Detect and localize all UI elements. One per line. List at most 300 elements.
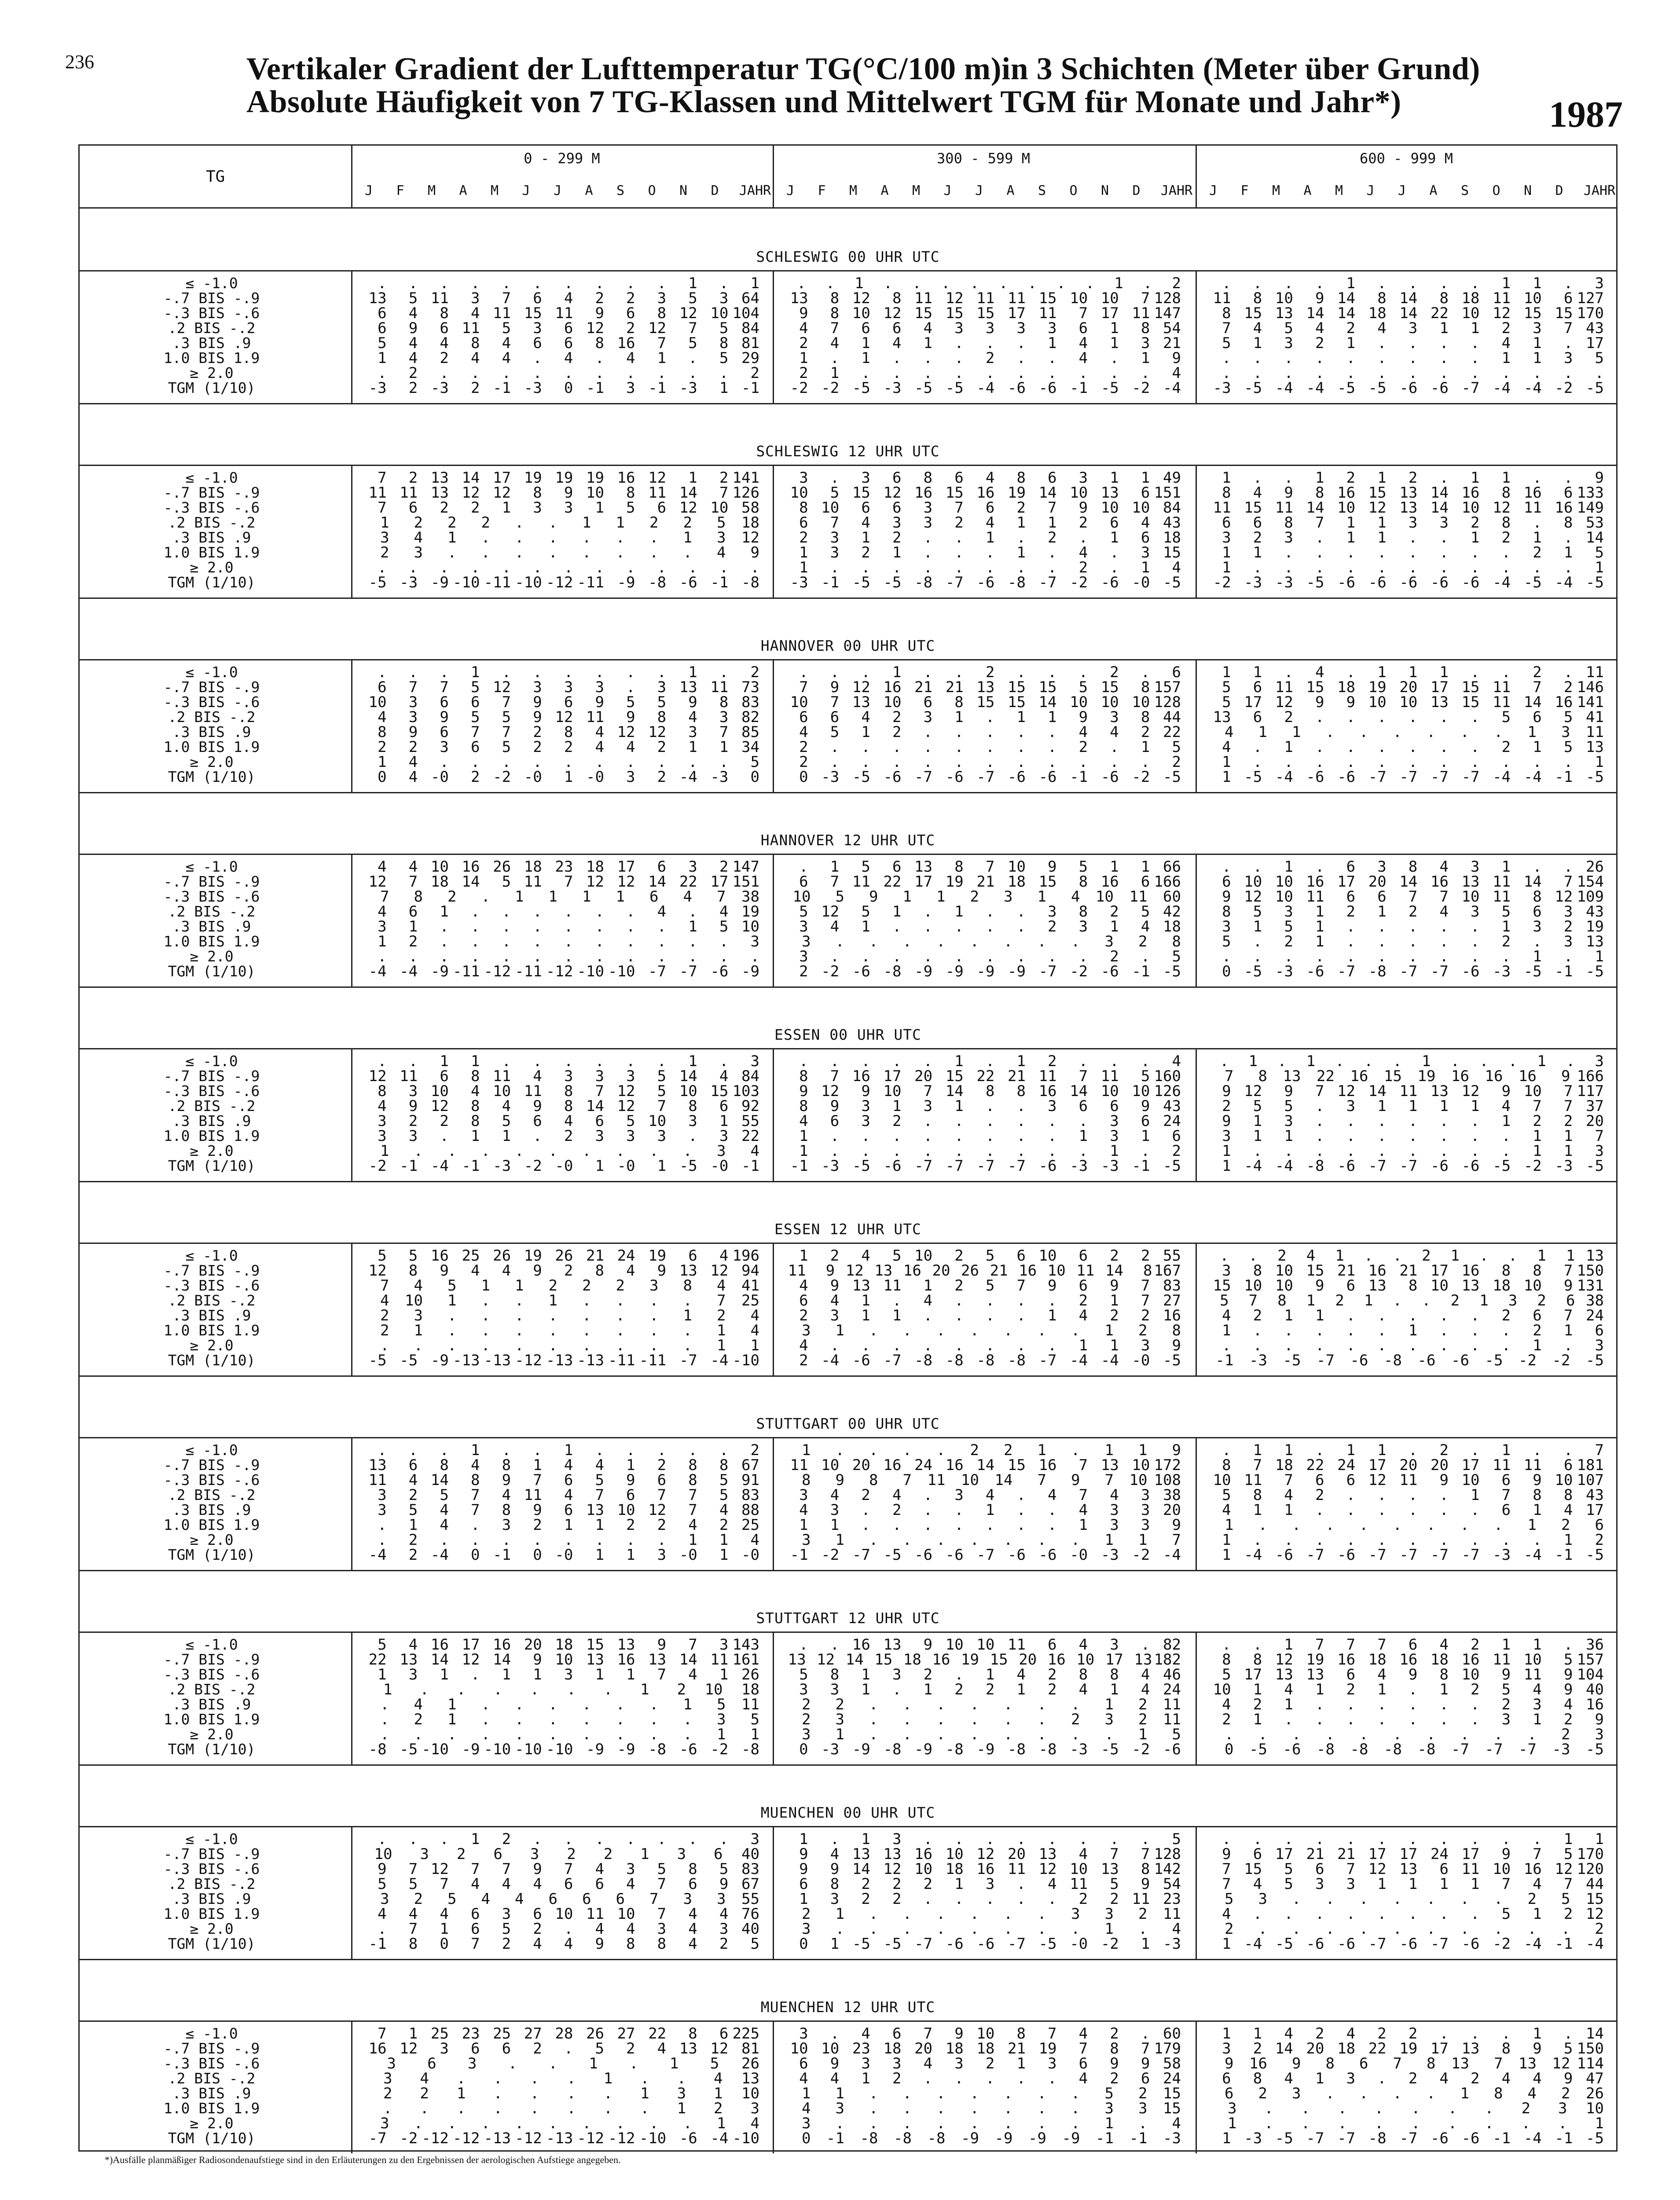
table-cell: . [422, 2115, 457, 2132]
table-cell: 4 [662, 1516, 697, 1534]
table-cell: 13 [1382, 1860, 1417, 1878]
table-cell: -1 [476, 1546, 511, 1564]
table-cell: 13 [1501, 2055, 1537, 2072]
table-cell: . [600, 1052, 635, 1070]
table-cell: . [990, 1112, 1026, 1130]
table-cell: 3 [352, 918, 387, 935]
table-cell: . [1445, 1127, 1480, 1145]
table-cell: . [1289, 708, 1324, 726]
table-cell: 20 [990, 1845, 1026, 1863]
table-cell: . [1382, 1696, 1417, 1713]
table-cell: 7 [624, 1890, 659, 1908]
table-cell: 15 [1227, 304, 1262, 322]
table-cell: 2 [382, 1486, 418, 1504]
table-cell: 8 [662, 1471, 697, 1489]
table-cell: . [569, 1441, 604, 1459]
table-cell: . [990, 1890, 1026, 1908]
table-cell: 1 [835, 1292, 870, 1309]
table-cell: . [1351, 1696, 1387, 1713]
table-cell: 10 [835, 304, 870, 322]
table-cell: . [1115, 1142, 1150, 1160]
table-cell: 25 [476, 2025, 511, 2042]
table-cell: . [1382, 1127, 1417, 1145]
table-cell: 1 [1084, 529, 1119, 546]
table-cell: 2 [414, 349, 449, 367]
table-cell: 7 [1227, 1456, 1262, 1474]
table-cell: 1 [1196, 664, 1231, 681]
table-cell: 1 [1413, 1097, 1449, 1115]
table-cell: -9 [1045, 2130, 1080, 2147]
table-cell: 15 [928, 304, 964, 322]
table-cell: . [600, 1531, 635, 1549]
table-cell: 22 [1413, 304, 1449, 322]
table-cell: 12 [1537, 888, 1573, 906]
table-cell: . [1445, 918, 1480, 935]
table-cell: 11 [1146, 1696, 1181, 1713]
table-cell: . [430, 2070, 466, 2087]
table-cell: 15 [857, 1651, 892, 1668]
table-cell: 6 [538, 334, 573, 352]
table-cell: 1 [631, 349, 666, 367]
table-cell: 2 [444, 768, 480, 786]
table-cell: -6 [662, 1741, 697, 1758]
table-cell: . [1475, 664, 1511, 681]
table-cell: 3 [1084, 1636, 1119, 1654]
table-cell: 13 [662, 678, 697, 696]
table-cell: . [843, 2115, 878, 2132]
table-cell: 18 [1475, 1277, 1511, 1294]
table-cell: 1 [928, 1097, 964, 1115]
table-cell: 3 [724, 1830, 759, 1848]
table-cell: . [1045, 1441, 1080, 1459]
table-cell: 1 [1434, 2085, 1469, 2102]
table-cell: . [1413, 349, 1449, 367]
table-cell: . [1382, 559, 1417, 576]
table-cell: 3 [1115, 334, 1150, 352]
table-cell: 16 [1022, 1082, 1057, 1100]
table-cell: 8 [414, 1456, 449, 1474]
table-cell: 1 [1537, 1830, 1573, 1848]
table-cell: 2 [476, 1935, 511, 1953]
table-cell: 1 [1424, 1247, 1460, 1265]
table-cell: -8 [1289, 1157, 1324, 1175]
table-cell: 3 [1258, 529, 1293, 546]
table-cell: 6 [444, 1920, 480, 1938]
table-cell: 18 [1413, 1651, 1449, 1668]
table-cell: 19 [1382, 2040, 1417, 2057]
table-cell: 1 [614, 2085, 649, 2102]
table-cell: 4 [1413, 903, 1449, 920]
table-cell: 9 [662, 693, 697, 711]
table-cell: . [538, 1830, 573, 1848]
row-label: TGM (1/10) [80, 1741, 344, 1758]
table-cell: . [476, 275, 511, 292]
table-cell: 2 [444, 379, 480, 397]
table-cell: 1 [1511, 1247, 1546, 1265]
table-cell: 22 [1351, 2040, 1387, 2057]
table-cell: . [1333, 1726, 1368, 1743]
table-cell: 1 [804, 1516, 839, 1534]
table-cell: -2 [1115, 1546, 1150, 1564]
table-cell: . [809, 1920, 844, 1938]
table-cell: . [577, 2100, 613, 2117]
table-cell: 8 [538, 1082, 573, 1100]
table-cell: -0 [1115, 1352, 1150, 1369]
table-cell: 26 [944, 1262, 979, 1280]
table-cell: -7 [866, 1352, 901, 1369]
table-cell: -6 [1289, 768, 1324, 786]
table-cell: 12 [1569, 1905, 1604, 1923]
table-cell: . [476, 1441, 511, 1459]
table-cell: -1 [773, 1546, 808, 1564]
table-cell: 1 [829, 275, 864, 292]
table-cell: . [773, 1052, 808, 1070]
table-cell: 3 [600, 1067, 635, 1085]
table-cell: . [1495, 2115, 1530, 2132]
table-cell: 12 [866, 1860, 901, 1878]
table-cell: 1 [1196, 753, 1231, 771]
table-cell: -7 [1382, 2130, 1417, 2147]
table-cell: . [1434, 1890, 1469, 1908]
table-cell: 9 [1115, 1097, 1150, 1115]
table-cell: 12 [835, 290, 870, 307]
table-cell: 17 [693, 873, 728, 891]
table-cell: 3 [1112, 2100, 1148, 2117]
table-cell: . [1289, 544, 1324, 561]
table-cell: . [910, 2100, 946, 2117]
table-cell: 13 [1196, 708, 1231, 726]
table-cell: -7 [1445, 1546, 1480, 1564]
table-cell: 7 [1289, 1636, 1324, 1654]
table-cell: . [631, 664, 666, 681]
row-label: 1.0 BIS 1.9 [80, 544, 344, 561]
table-cell: . [590, 1711, 625, 1728]
table-cell: 1 [352, 933, 387, 950]
table-cell: -5 [352, 1352, 387, 1369]
table-cell: 108 [1146, 1471, 1181, 1489]
table-cell: 5 [444, 678, 480, 696]
table-cell: 6 [1507, 708, 1542, 726]
table-cell: 2 [600, 2040, 635, 2057]
row-label: -.7 BIS -.9 [80, 1456, 344, 1474]
table-cell: 1 [538, 1441, 573, 1459]
table-cell: 6 [538, 319, 573, 337]
table-cell: 5 [1535, 1890, 1570, 1908]
table-cell: . [1275, 2115, 1310, 2132]
layer-title: 300 - 599 M [773, 150, 1194, 167]
table-cell: 2 [354, 544, 389, 561]
table-cell: 1 [1011, 888, 1046, 906]
section-header-divider [80, 1243, 1616, 1244]
table-cell: 5 [1258, 918, 1293, 935]
table-cell: . [504, 1681, 539, 1698]
table-cell: -6 [1258, 1546, 1293, 1564]
table-cell: 2 [1258, 933, 1293, 950]
table-cell: 2 [1535, 1516, 1570, 1534]
table-cell: 0 [773, 1741, 808, 1758]
table-cell: -7 [1289, 2130, 1324, 2147]
table-cell: 13 [1569, 738, 1604, 756]
table-cell: 9 [507, 1860, 542, 1878]
table-cell: 10 [600, 1501, 635, 1519]
table-cell: 4 [414, 1905, 449, 1923]
row-label: -.7 BIS -.9 [80, 873, 344, 890]
section-divider [80, 403, 1616, 404]
table-cell: . [1434, 723, 1469, 741]
table-cell: . [1320, 1337, 1355, 1354]
table-cell: . [1413, 275, 1449, 292]
table-cell: 6 [382, 903, 418, 920]
table-cell: 8 [600, 484, 635, 502]
table-cell: . [1320, 1501, 1355, 1519]
table-cell: . [1001, 275, 1037, 292]
table-cell: 18 [928, 2040, 964, 2057]
table-cell: 2 [1258, 708, 1293, 726]
table-cell: 9 [897, 1636, 932, 1654]
table-cell: -12 [507, 2130, 542, 2147]
table-cell: 8 [693, 1456, 728, 1474]
table-cell: 19 [569, 469, 604, 487]
table-cell: 6 [1146, 1127, 1181, 1145]
section-divider [80, 1764, 1616, 1766]
table-cell: . [556, 1142, 591, 1160]
table-cell: . [1385, 2115, 1420, 2132]
row-label: -.3 BIS -.6 [80, 1666, 344, 1683]
row-label: TGM (1/10) [80, 379, 344, 396]
table-cell: . [1351, 1127, 1387, 1145]
table-cell: 20 [1146, 1501, 1181, 1519]
table-cell: -6 [1084, 768, 1119, 786]
table-cell: . [1045, 1322, 1080, 1339]
table-cell: . [467, 2085, 503, 2102]
table-cell: 3 [1201, 2100, 1236, 2117]
table-cell: 3 [662, 858, 697, 876]
table-cell: 4 [866, 334, 901, 352]
table-cell: 1 [809, 2085, 844, 2102]
table-cell: 3 [776, 1726, 811, 1743]
month-label: J [1209, 183, 1217, 198]
table-cell: 5 [600, 693, 635, 711]
table-cell: 150 [1569, 1262, 1604, 1280]
table-cell: -9 [414, 574, 449, 591]
table-cell: . [1320, 1112, 1355, 1130]
table-cell: 7 [1507, 1845, 1542, 1863]
table-cell: . [1222, 1247, 1258, 1265]
table-cell: . [1115, 1830, 1150, 1848]
table-cell: 10 [944, 1471, 979, 1489]
table-cell: 3 [388, 1307, 423, 1324]
table-cell: . [662, 364, 697, 382]
table-cell: 1 [489, 888, 524, 906]
table-cell: 1 [1507, 1142, 1542, 1160]
table-cell: 11 [835, 873, 870, 891]
table-cell: 5 [422, 1890, 457, 1908]
table-cell: -6 [1382, 574, 1417, 591]
table-cell: 6 [590, 1890, 625, 1908]
table-cell: . [1084, 559, 1119, 576]
table-cell: . [1537, 664, 1573, 681]
table-cell: . [1320, 753, 1355, 771]
table-cell: 6 [507, 334, 542, 352]
table-cell: 8 [1227, 1486, 1262, 1504]
table-cell: 1 [773, 1142, 808, 1160]
table-cell: 2 [1569, 1920, 1604, 1938]
table-cell: . [944, 2085, 979, 2102]
table-cell: -6 [1289, 1935, 1324, 1953]
table-cell: 5 [724, 753, 759, 771]
table-cell: 4 [382, 349, 418, 367]
table-cell: . [1445, 1696, 1480, 1713]
table-cell: 0 [724, 768, 759, 786]
table-cell: . [1022, 1292, 1057, 1309]
table-cell: 1 [1115, 349, 1150, 367]
table-cell: 16 [959, 484, 994, 502]
table-cell: 2 [382, 933, 418, 950]
table-cell: 8 [1537, 1486, 1573, 1504]
table-cell: . [1227, 933, 1262, 950]
table-cell: -7 [1351, 1935, 1387, 1953]
table-cell: 9 [1475, 1666, 1511, 1683]
table-cell: . [1413, 948, 1449, 965]
table-cell: -5 [1569, 1741, 1604, 1758]
table-cell: 8 [1382, 1277, 1417, 1294]
table-cell: -6 [959, 1935, 994, 1953]
table-cell: 5 [476, 708, 511, 726]
table-cell: 16 [1289, 873, 1324, 891]
table-cell: 1 [1351, 1441, 1387, 1459]
table-cell: 1 [990, 514, 1026, 532]
table-cell: -8 [928, 1352, 964, 1369]
table-cell: . [944, 1711, 979, 1728]
table-cell: -7 [1351, 1157, 1387, 1175]
table-cell: 3 [691, 1711, 726, 1728]
table-cell: -8 [1351, 2130, 1387, 2147]
table-cell: 5 [1146, 1726, 1181, 1743]
table-cell: . [866, 364, 901, 382]
table-cell: 8 [1251, 1292, 1287, 1309]
table-cell: . [1266, 1516, 1301, 1534]
table-cell: 40 [1569, 1681, 1604, 1698]
table-cell: 2 [944, 888, 979, 906]
table-cell: -2 [1053, 574, 1088, 591]
section-header-divider [80, 270, 1616, 271]
table-cell: . [959, 559, 994, 576]
table-cell: . [877, 2100, 912, 2117]
table-cell: 12 [835, 678, 870, 696]
table-cell: . [394, 2100, 429, 2117]
table-cell: 15 [1537, 304, 1573, 322]
table-cell: 3 [662, 1112, 697, 1130]
table-cell: -6 [1445, 1157, 1480, 1175]
table-cell: . [507, 933, 542, 950]
table-cell: 3 [835, 469, 870, 487]
table-cell: 10 [724, 2085, 759, 2102]
table-cell: 16 [835, 1636, 870, 1654]
table-cell: 1 [1258, 1127, 1293, 1145]
table-cell: 10 [866, 693, 901, 711]
table-cell: -2 [1196, 574, 1231, 591]
table-cell: 20 [1569, 1112, 1604, 1130]
table-cell: 13 [1413, 1082, 1449, 1100]
table-cell: 4 [444, 304, 480, 322]
table-cell: . [1382, 544, 1417, 561]
table-cell: . [1320, 1127, 1355, 1145]
table-cell: 6 [990, 1247, 1026, 1265]
table-cell: 2 [1537, 1112, 1573, 1130]
table-cell: . [1445, 1531, 1480, 1549]
table-cell: 4 [1146, 2115, 1181, 2132]
table-cell: -5 [866, 574, 901, 591]
table-cell: 3 [978, 888, 1013, 906]
station-title: MUENCHEN 12 UHR UTC [80, 1998, 1616, 2016]
table-cell: 6 [1053, 2055, 1088, 2072]
table-cell: . [476, 1531, 511, 1549]
table-cell: . [444, 1666, 480, 1683]
table-cell: 12 [600, 1097, 635, 1115]
table-cell: . [1227, 349, 1262, 367]
table-cell: 4 [1413, 1636, 1449, 1654]
table-cell: -7 [990, 1157, 1026, 1175]
table-cell: . [476, 753, 511, 771]
section-divider [80, 1375, 1616, 1377]
table-cell: 126 [724, 484, 759, 502]
table-cell: 6 [773, 1875, 808, 1893]
table-cell: 11 [990, 290, 1026, 307]
table-cell: -1 [809, 2130, 844, 2147]
table-cell: 1 [1078, 1441, 1114, 1459]
table-cell: . [1053, 1142, 1088, 1160]
table-cell: 13 [414, 484, 449, 502]
table-cell: -4 [1146, 379, 1181, 397]
table-cell: 4 [691, 544, 726, 561]
table-cell: 4 [1227, 484, 1262, 502]
table-cell: 10 [959, 1636, 994, 1654]
table-cell: 7 [1078, 1471, 1114, 1489]
table-cell: -5 [382, 1352, 418, 1369]
table-cell: 1 [691, 1726, 726, 1743]
table-cell: 2 [959, 1681, 994, 1698]
table-cell: . [507, 364, 542, 382]
table-cell: 104 [724, 304, 759, 322]
table-cell: . [804, 559, 839, 576]
table-cell: -4 [352, 963, 387, 980]
table-cell: . [928, 544, 964, 561]
table-cell: 1 [866, 903, 901, 920]
table-cell: . [1289, 275, 1324, 292]
table-cell: 4 [776, 2100, 811, 2117]
table-cell: . [1445, 664, 1480, 681]
table-cell: 18 [538, 1636, 573, 1654]
table-cell: 6 [1084, 1097, 1119, 1115]
row-label: -.7 BIS -.9 [80, 2040, 344, 2057]
table-cell: 2 [1511, 1292, 1546, 1309]
table-cell: 4 [444, 1262, 480, 1280]
row-label: ≤ -1.0 [80, 275, 344, 292]
table-cell: . [1299, 723, 1335, 741]
table-cell: 3 [1084, 1112, 1119, 1130]
table-cell: 14 [928, 1082, 964, 1100]
table-cell: . [928, 948, 964, 965]
row-label: -.3 BIS -.6 [80, 1082, 344, 1100]
table-cell: 11 [1382, 1082, 1417, 1100]
table-cell: . [556, 1292, 591, 1309]
table-cell: 7 [1115, 2040, 1150, 2057]
table-cell: . [897, 1830, 932, 1848]
table-cell: . [489, 1142, 524, 1160]
section-header-divider [80, 1826, 1616, 1827]
table-cell: 54 [1146, 1875, 1181, 1893]
table-cell: 16 [1537, 693, 1573, 711]
